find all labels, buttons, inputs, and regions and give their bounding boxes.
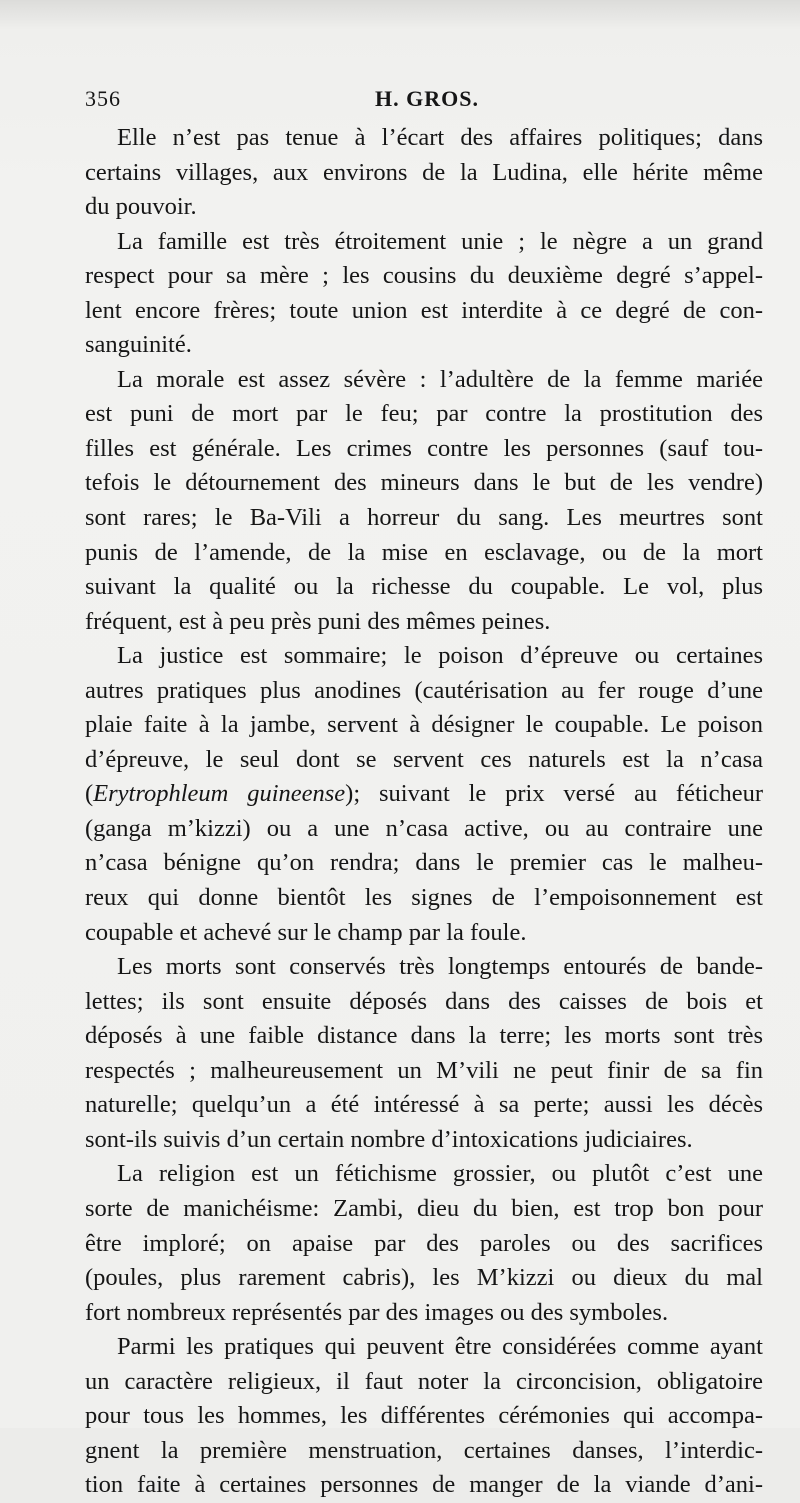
text-line: certains villages, aux environs de la Ludina, elle hérite même bbox=[85, 158, 763, 186]
text-line: lent encore frères; toute union est interdite à ce degré de con- bbox=[85, 296, 763, 324]
text-line: coupable et achevé sur le champ par la foule. bbox=[85, 918, 527, 946]
text-line: tefois le détournement des mineurs dans le but de les vendre) bbox=[85, 469, 763, 497]
species-name: Erytrophleum guineense bbox=[93, 780, 346, 808]
text-line: sont rares; le Ba-Vili a horreur du sang. Les meurtres sont bbox=[85, 504, 763, 532]
text-line: filles est générale. Les crimes contre les personnes (sauf tou- bbox=[85, 434, 763, 462]
text-line: Elle n’est pas tenue à l’écart des affaires politiques; dans bbox=[117, 124, 763, 151]
running-title: H. GROS. bbox=[375, 86, 479, 111]
text-line: sanguinité. bbox=[85, 331, 192, 359]
text-line: fort nombreux représentés par des images ou des symboles. bbox=[85, 1298, 669, 1326]
body-text bbox=[85, 121, 763, 1503]
text-line: plaie faite à la jambe, servent à désigner le coupable. Le poison bbox=[85, 711, 763, 739]
text-line: Les morts sont conservés très longtemps entourés de bande- bbox=[117, 953, 763, 981]
text-line: La famille est très étroitement unie ; le nègre a un grand bbox=[117, 227, 763, 255]
text-line: reux qui donne bientôt les signes de l’empoisonnement est bbox=[85, 884, 763, 912]
text-line: être imploré; on apaise par des paroles ou des sacrifices bbox=[85, 1229, 763, 1257]
text-line: punis de l’amende, de la mise en esclavage, ou de la mort bbox=[85, 538, 763, 566]
text-line: gnent la première menstruation, certaines danses, l’interdic- bbox=[85, 1436, 763, 1464]
text-line: fréquent, est à peu près puni des mêmes peines. bbox=[85, 607, 551, 635]
text-line: La justice est sommaire; le poison d’épreuve ou certaines bbox=[117, 642, 763, 670]
text-line: n’casa bénigne qu’on rendra; dans le premier cas le malheu- bbox=[85, 849, 763, 877]
text-line: pour tous les hommes, les différentes cérémonies qui accompa- bbox=[85, 1402, 763, 1430]
text-line: sorte de manichéisme: Zambi, dieu du bien, est trop bon pour bbox=[85, 1194, 763, 1222]
text-line: un caractère religieux, il faut noter la circoncision, obligatoire bbox=[85, 1367, 763, 1395]
text-segment: ( bbox=[85, 780, 94, 808]
text-line: lettes; ils sont ensuite déposés dans des caisses de bois et bbox=[85, 987, 763, 1015]
text-line: déposés à une faible distance dans la terre; les morts sont très bbox=[85, 1022, 763, 1050]
text-line: respect pour sa mère ; les cousins du deuxième degré s’appel- bbox=[85, 262, 763, 290]
text-line: tion faite à certaines personnes de manger de la viande d’ani- bbox=[85, 1471, 763, 1499]
text-line: naturelle; quelqu’un a été intéressé à sa perte; aussi les décès bbox=[85, 1091, 763, 1119]
text-line: (poules, plus rarement cabris), les M’kizzi ou dieux du mal bbox=[85, 1264, 763, 1292]
text-line: du pouvoir. bbox=[85, 193, 197, 221]
text-line: d’épreuve, le seul dont se servent ces naturels est la n’casa bbox=[85, 745, 763, 773]
text-line: Parmi les pratiques qui peuvent être considérées comme ayant bbox=[117, 1333, 763, 1361]
running-head bbox=[85, 86, 763, 116]
text-segment: ); suivant le prix versé au féticheur bbox=[345, 780, 763, 808]
page-number: 356 bbox=[85, 86, 121, 111]
text-line bbox=[85, 777, 763, 812]
text-line: autres pratiques plus anodines (cautérisation au fer rouge d’une bbox=[85, 676, 763, 704]
text-line: est puni de mort par le feu; par contre la prostitution des bbox=[85, 400, 763, 428]
text-line: (ganga m’kizzi) ou a une n’casa active, ou au contraire une bbox=[85, 814, 763, 842]
text-line: suivant la qualité ou la richesse du coupable. Le vol, plus bbox=[85, 573, 763, 601]
text-line: La morale est assez sévère : l’adultère de la femme mariée bbox=[117, 365, 763, 393]
text-line: sont-ils suivis d’un certain nombre d’intoxications judiciaires. bbox=[85, 1125, 693, 1153]
text-line: respectés ; malheureusement un M’vili ne peut finir de sa fin bbox=[85, 1056, 763, 1084]
text-line: La religion est un fétichisme grossier, ou plutôt c’est une bbox=[117, 1160, 763, 1188]
